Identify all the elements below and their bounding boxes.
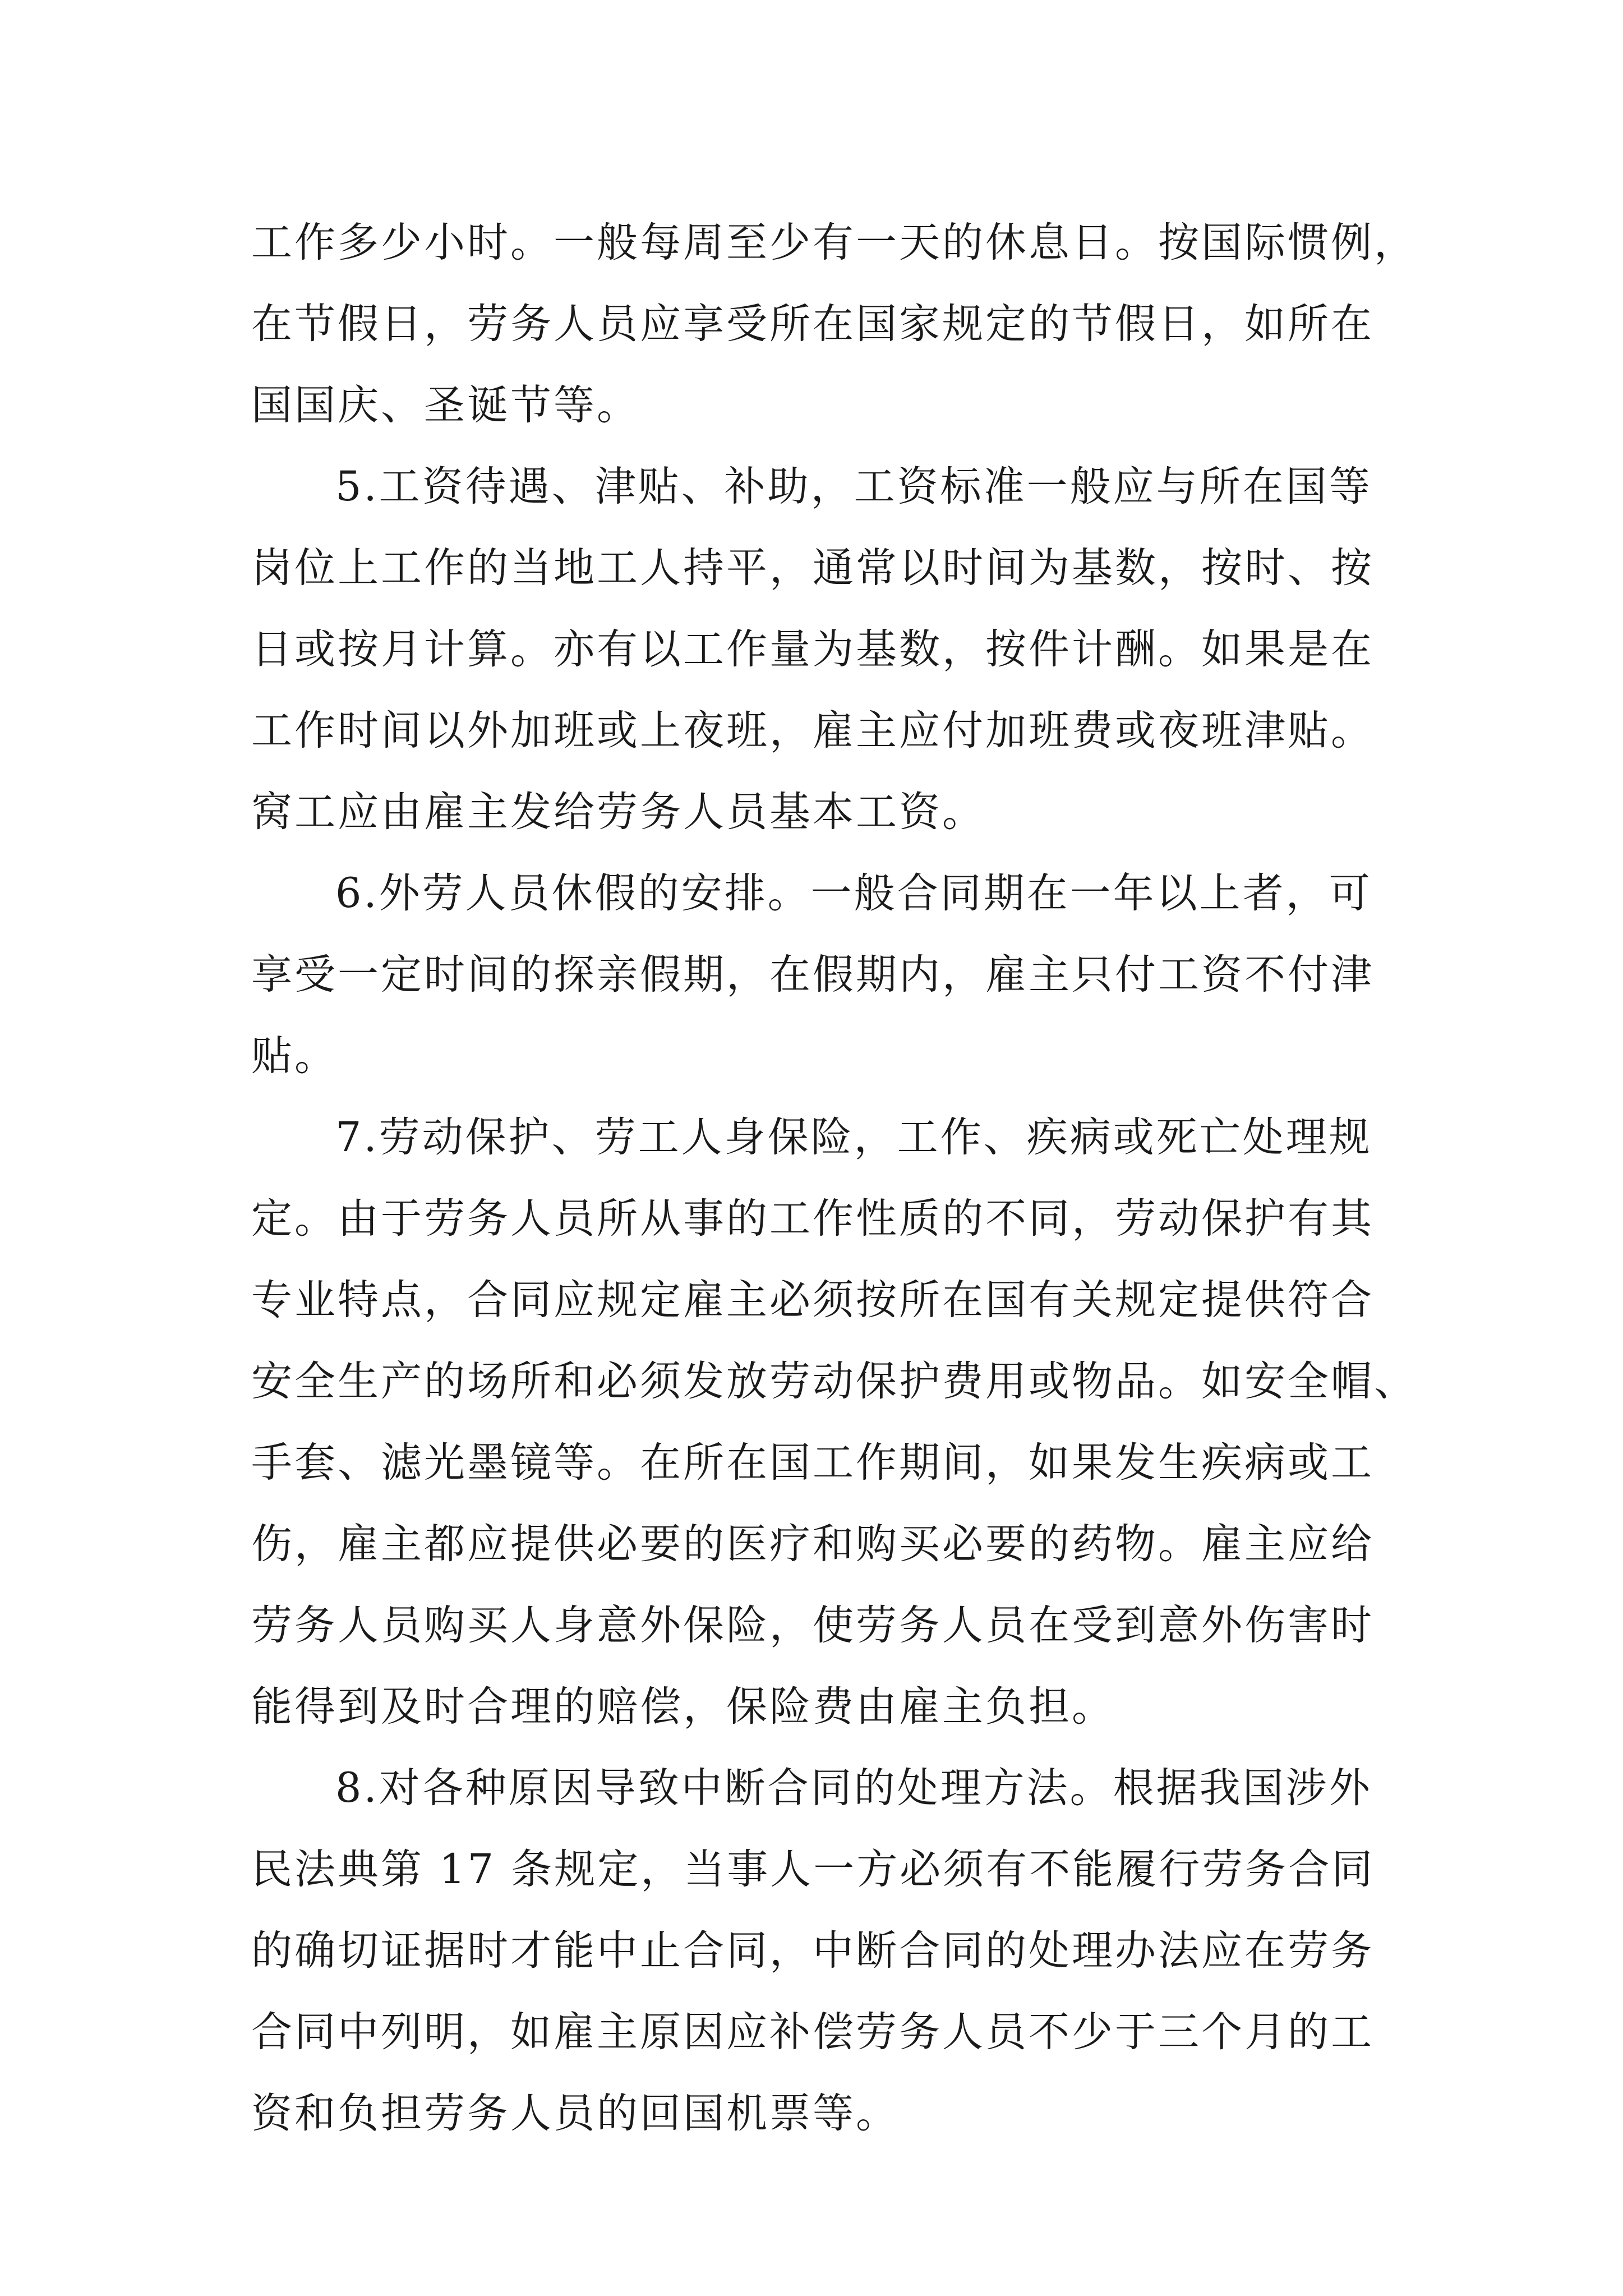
text-line: 5.工资待遇、津贴、补助，工资标准一般应与所在国等 [335, 463, 1372, 510]
text-line: 7.劳动保护、劳工人身保险，工作、疾病或死亡处理规 [335, 1114, 1372, 1161]
text-line: 定。由于劳务人员所从事的工作性质的不同，劳动保护有其 [251, 1195, 1374, 1243]
text-line: 劳务人员购买人身意外保险，使劳务人员在受到意外伤害时 [251, 1602, 1374, 1649]
text-line: 6.外劳人员休假的安排。一般合同期在一年以上者，可 [335, 869, 1372, 917]
text-line: 工作时间以外加班或上夜班，雇主应付加班费或夜班津贴。 [251, 707, 1374, 754]
text-line: 贴。 [251, 1032, 338, 1080]
document-body [251, 202, 1417, 2154]
text-line: 岗位上工作的当地工人持平，通常以时间为基数，按时、按 [251, 544, 1374, 592]
text-line: 工作多少小时。一般每周至少有一天的休息日。按国际惯例， [251, 219, 1417, 266]
paragraph-working-hours-continued [251, 202, 1417, 446]
text-line: 窝工应由雇主发给劳务人员基本工资。 [251, 788, 985, 836]
text-line: 民法典第 17 条规定，当事人一方必须有不能履行劳务合同 [251, 1846, 1375, 1893]
text-line: 国国庆、圣诞节等。 [251, 381, 640, 429]
text-line: 的确切证据时才能中止合同，中断合同的处理办法应在劳务 [251, 1927, 1374, 1975]
paragraph-item-7-protection [251, 1097, 1417, 1747]
text-line: 专业特点，合同应规定雇主必须按所在国有关规定提供符合 [251, 1276, 1374, 1324]
paragraph-item-8-termination [251, 1747, 1390, 2154]
text-line: 安全生产的场所和必须发放劳动保护费用或物品。如安全帽、 [251, 1358, 1417, 1405]
text-line: 在节假日，劳务人员应享受所在国家规定的节假日，如所在 [251, 300, 1374, 348]
text-line: 手套、滤光墨镜等。在所在国工作期间，如果发生疾病或工 [251, 1439, 1374, 1487]
text-line: 合同中列明，如雇主原因应补偿劳务人员不少于三个月的工 [251, 2008, 1374, 2056]
text-line: 伤，雇主都应提供必要的医疗和购买必要的药物。雇主应给 [251, 1520, 1374, 1568]
text-line: 能得到及时合理的赔偿，保险费由雇主负担。 [251, 1683, 1115, 1731]
paragraph-item-5-wages [251, 446, 1390, 853]
text-line: 资和负担劳务人员的回国机票等。 [251, 2090, 899, 2137]
paragraph-item-6-leave [251, 853, 1390, 1097]
text-line: 8.对各种原因导致中断合同的处理方法。根据我国涉外 [335, 1764, 1372, 1812]
text-line: 日或按月计算。亦有以工作量为基数，按件计酬。如果是在 [251, 625, 1374, 673]
text-line: 享受一定时间的探亲假期，在假期内，雇主只付工资不付津 [251, 951, 1374, 999]
